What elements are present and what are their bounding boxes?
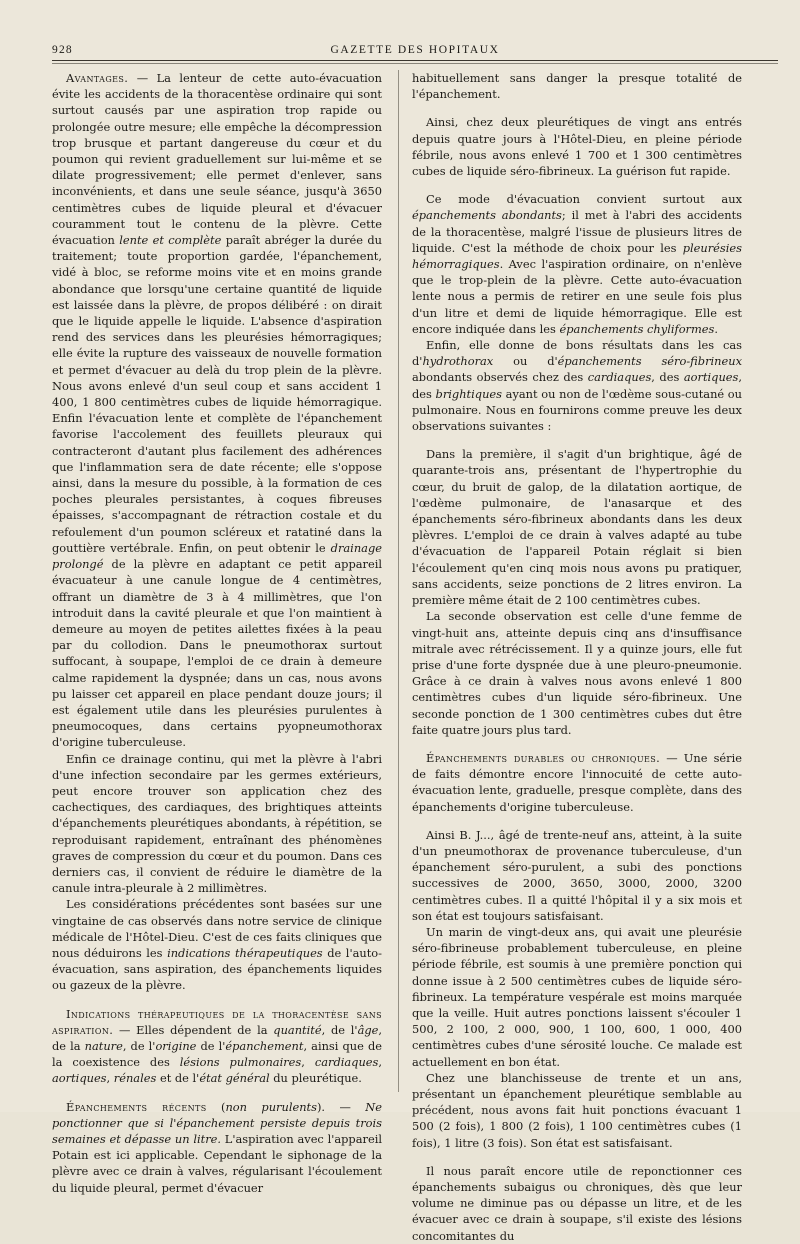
text-run: ( [206, 1099, 226, 1114]
emphasis: brightiques [435, 386, 502, 401]
text-run: . Avec l'aspiration ordinaire, on n'enlève que le trop-plein de la plèvre. Cette auto-évacuation lente nous a permis de retirer en une seule fois plus d'un litre et demi de liquide hémorragique. Elle est encore indiquée dans les [412, 257, 742, 336]
paragraph-hydrothorax [412, 337, 742, 434]
paragraph-observation-2: La seconde observation est celle d'une femme de vingt-huit ans, atteinte depuis cinq ans d'insuffisance mitrale avec rétrécissement. Il y a quinze jours, elle fut prise d'une forte dyspnée due à une pleuro-pneumonie. Grâce à ce drain à valves nous avons enlevé 1 800 centimètres cubes d'un liquide séro-fibrineux. Une seconde ponction de 1 300 centimètres cubes dut être faite quatre jours plus tard. [412, 609, 742, 737]
paragraph-case-bj: Ainsi B. J..., âgé de trente-neuf ans, atteint, à la suite d'un pneumothorax de provenance tuberculeuse, d'un épanchement séro-purulent, a subi des ponctions successives de 2000, 3650, 3000, 2000, 3200 centimètres cubes. Il a quitté l'hôpital il y a six mois et son état est toujours satisfaisant. [412, 827, 742, 923]
text-run: — La lenteur de cette auto-évacuation évite les accidents de la thoracentèse ordinaire qui sont surtout causés par une aspiration trop rapide ou prolongée outre mesure; elle empêche la décompression trop brusque et partant dangereuse du cœur et du poumon qui revient graduellement sur lui-même et se dilate progressivement; elle permet d'enlever, sans inconvénients, et dans une seule séance, jusqu'à 3650 centimètres cubes de liquide pleural et d'évacuer couramment tout le contenu de la plèvre. Cette évacuation [52, 71, 382, 248]
emphasis: quantité [273, 1022, 322, 1037]
header-rule-secondary [52, 63, 778, 64]
text-run: de l' [196, 1038, 226, 1053]
text-run: abondants observés chez des [412, 370, 588, 385]
paragraph-conclusion: Il nous paraît encore utile de reponctionner ces épanchements subaigus ou chroniques, dès que leur volume ne diminue pas ou dépasse un litre, et de les évacuer avec ce drain à soupape, s'il existe des lésions concomitantes du [412, 1163, 742, 1243]
text-run: — Une série de faits démontre encore l'innocuité de cette auto-évacuation lente, graduelle, presque complète, dans des épanchements d'origine tuberculeuse. [412, 750, 742, 814]
emphasis: cardiaques [587, 370, 652, 385]
emphasis: drainage prolongé [52, 540, 382, 572]
paragraph-considerations [52, 896, 382, 993]
emphasis: épanchements chyliformes [559, 321, 715, 336]
text-run: Ce mode d'évacuation convient surtout aux [426, 192, 742, 207]
paragraph-epanchements-recents [52, 1099, 382, 1196]
text-run: ). — [316, 1099, 366, 1114]
emphasis: lésions pulmonaires [179, 1055, 302, 1070]
text-run: , [106, 1071, 114, 1086]
paragraph-continuation: habituellement sans danger la presque totalité de l'épanchement. [412, 71, 742, 102]
paragraph-observation-1: Dans la première, il s'agit d'un brightique, âgé de quarante-trois ans, présentant de l'hypertrophie du cœur, du bruit de galop, de la dilatation aortique, de l'œdème pulmonaire, de l'anasarque et des épanchements séro-fibrineux abondants dans les deux plèvres. L'emploi de ce drain à valves adapté au tube d'évacuation de l'appareil Potain réglait si bien l'écoulement qu'en cinq mois nous avons pu pratiquer, sans accidents, seize ponctions de 2 litres environ. La première même était de 2 100 centimètres cubes. [412, 447, 742, 608]
emphasis: nature [84, 1038, 123, 1053]
paragraph-avantages [52, 70, 382, 751]
emphasis: indications thérapeutiques [167, 945, 323, 960]
emphasis: âge [357, 1022, 379, 1037]
running-title: GAZETTE DES HOPITAUX [330, 44, 500, 56]
left-column [52, 70, 382, 1196]
emphasis: épanchements abondants [412, 208, 562, 223]
emphasis: rénales [113, 1071, 157, 1086]
paragraph-epanchements-durables [412, 750, 742, 815]
section-head-durables: Épanchements durables ou chroniques. [426, 750, 661, 765]
emphasis: origine [155, 1038, 197, 1053]
text-run: , [301, 1055, 315, 1070]
page-number: 928 [52, 44, 73, 56]
text-run: . [714, 321, 719, 336]
paragraph-drainage: Enfin ce drainage continu, qui met la plèvre à l'abri d'une infection secondaire par les germes extérieurs, peut encore trouver son application chez des cachectiques, des cardiaques, des brightiques atteints d'épanchements pleurétiques abondants, à répétition, se reproduisant rapidement, entraînant des phénomènes graves de compression du cœur et du poumon. Dans ces derniers cas, il convient de réduire le diamètre de la canule intra-pleurale à 2 millimètres. [52, 751, 382, 896]
emphasis: hydrothorax [422, 354, 494, 369]
header-rule [52, 60, 778, 61]
emphasis: pleurésies hémorragiques [412, 240, 742, 272]
text-run: , ainsi que de la coexistence des [52, 1038, 382, 1070]
emphasis: cardiaques [314, 1055, 379, 1070]
text-run: et de l' [156, 1071, 200, 1086]
section-head-avantages: Avantages. [66, 71, 129, 85]
emphasis: épanchement [225, 1038, 304, 1053]
right-column [412, 70, 742, 1244]
text-run: Enfin, elle donne de bons résultats dans les cas d' [412, 338, 742, 369]
paragraph-case-blanchisseuse: Chez une blanchisseuse de trente et un ans, présentant un épanchement pleurétique semblable au précédent, nous avons fait huit ponctions évacuant 1 500 (2 fois), 1 800 (2 fois), 1 100 centimètres cubes (1 fois), 1 litre (3 fois). Son état est satisfaisant. [412, 1070, 742, 1150]
text-run: de l'auto-évacuation, sans aspiration, des épanchements liquides ou gazeux de la plèvre. [52, 945, 382, 993]
paragraph-mode-evacuation [412, 191, 742, 337]
emphasis: aortiques [52, 1071, 107, 1086]
text-run: ou d' [493, 354, 558, 369]
text-run: — Elles dépendent de la [113, 1022, 274, 1037]
emphasis: lente et complète [119, 233, 222, 248]
text-run: L'aspiration avec l'appareil Potain est ici applicable. Cependant le siphonage de la plèvre avec ce drain à valves, régularisant l'écoulement du liquide pleural, permet d'évacuer [52, 1132, 382, 1195]
paragraph-case-marin: Un marin de vingt-deux ans, qui avait une pleurésie séro-fibrineuse probablement tuberculeuse, en pleine période fébrile, est soumis à une première ponction qui donne issue à 2 500 centimètres cubes de liquide séro-fibrineux. La température vespérale est moins marquée que la veille. Huit autres ponctions laissent s'écouler 1 500, 2 100, 2 000, 900, 1 100, 600, 1 000, 400 centimètres cubes d'une sérosité louche. Ce malade est actuellement en bon état. [412, 924, 742, 1069]
text-run: , des [651, 370, 684, 385]
text-run: , de la [52, 1022, 383, 1053]
section-head-recents: Épanchements récents [66, 1099, 207, 1114]
text-run: ayant ou non de l'œdème sous-cutané ou pulmonaire. Nous en fournirons comme preuve les deux observations suivantes : [412, 386, 743, 434]
text-run: , de l' [321, 1022, 358, 1037]
section-head-indications: Indications thérapeutiques de la thoracentèse sans aspiration. [52, 1006, 382, 1037]
column-divider [398, 70, 399, 1092]
emphasis: état général [199, 1071, 270, 1086]
emphasis: aortiques [683, 370, 739, 385]
paragraph-two-pleuretics: Ainsi, chez deux pleurétiques de vingt ans entrés depuis quatre jours à l'Hôtel-Dieu, en pleine période fébrile, nous avons enlevé 1 700 et 1 300 centimètres cubes de liquide séro-fibrineux. La guérison fut rapide. [412, 115, 742, 179]
text-run: paraît abréger la durée du traitement; toute proportion gardée, l'épanchement, vidé à bloc, se reforme moins vite et en moins grande abondance que lorsqu'une certaine quantité de liquide est laissée dans la plèvre, de propos délibéré : on dirait que le liquide appelle le liquide. L'absence d'aspiration rend des services dans les pleurésies hémorragiques; elle évite la rupture des vaisseaux de nouvelle formation et permet d'évacuer au delà du trop plein de la plèvre. Nous avons enlevé d'un seul coup et sans accident 1 400, 1 800 centimètres cubes de liquide hémorragique. Enfin l'évacuation lente et complète de l'épanchement favorise l'accolement des feuillets pleuraux qui contracteront d'autant plus facilement des adhérences que l'inflammation sera de date récente; elle s'oppose ainsi, dans la mesure du possible, à la formation de ces poches pleurales persistantes, à coques fibreuses épaisses, s'accompagnant de rétraction costale et du refoulement d'un poumon scléreux et ratatiné dans la gouttière vertébrale. Enfin, on peut obtenir le [52, 233, 382, 555]
text-run: , [378, 1055, 383, 1070]
page-header [52, 34, 778, 56]
text-run: de la plèvre en adaptant ce petit appareil évacuateur à une canule longue de 4 centimètres, offrant un diamètre de 3 à 4 millimètres, que l'on introduit dans la cavité pleurale et que l'on maintient à demeure au moyen de petites ailettes fixées à la peau par du collodion. Dans le pneumothorax surtout suffocant, à soupape, l'emploi de ce drain à demeure calme rapidement la dyspnée; dans un cas, nous avons pu laisser cet appareil en place pendant douze jours; il est également utile dans les pleurésies purulentes à pneumocoques, dans certains pyopneumothorax d'origine tuberculeuse. [52, 557, 382, 750]
emphasis: non purulents [225, 1099, 317, 1114]
emphasis: Ne ponctionner que si l'épanchement persiste depuis trois semaines et dépasse un litre. [52, 1099, 382, 1146]
text-run: , de l' [122, 1038, 156, 1053]
text-run: du pleurétique. [269, 1071, 362, 1086]
text-run: ; il met à l'abri des accidents de la thoracentèse, malgré l'issue de plusieurs litres de liquide. C'est la méthode de choix pour les [412, 208, 743, 255]
emphasis: épanchements séro-fibrineux [557, 354, 743, 369]
paragraph-indications [52, 1006, 382, 1087]
text-run: Les considérations précédentes sont basées sur une vingtaine de cas observés dans notre service de clinique médicale de l'Hôtel-Dieu. C'est de ces faits cliniques que nous déduirons les [52, 897, 382, 960]
text-run: , des [412, 370, 742, 401]
